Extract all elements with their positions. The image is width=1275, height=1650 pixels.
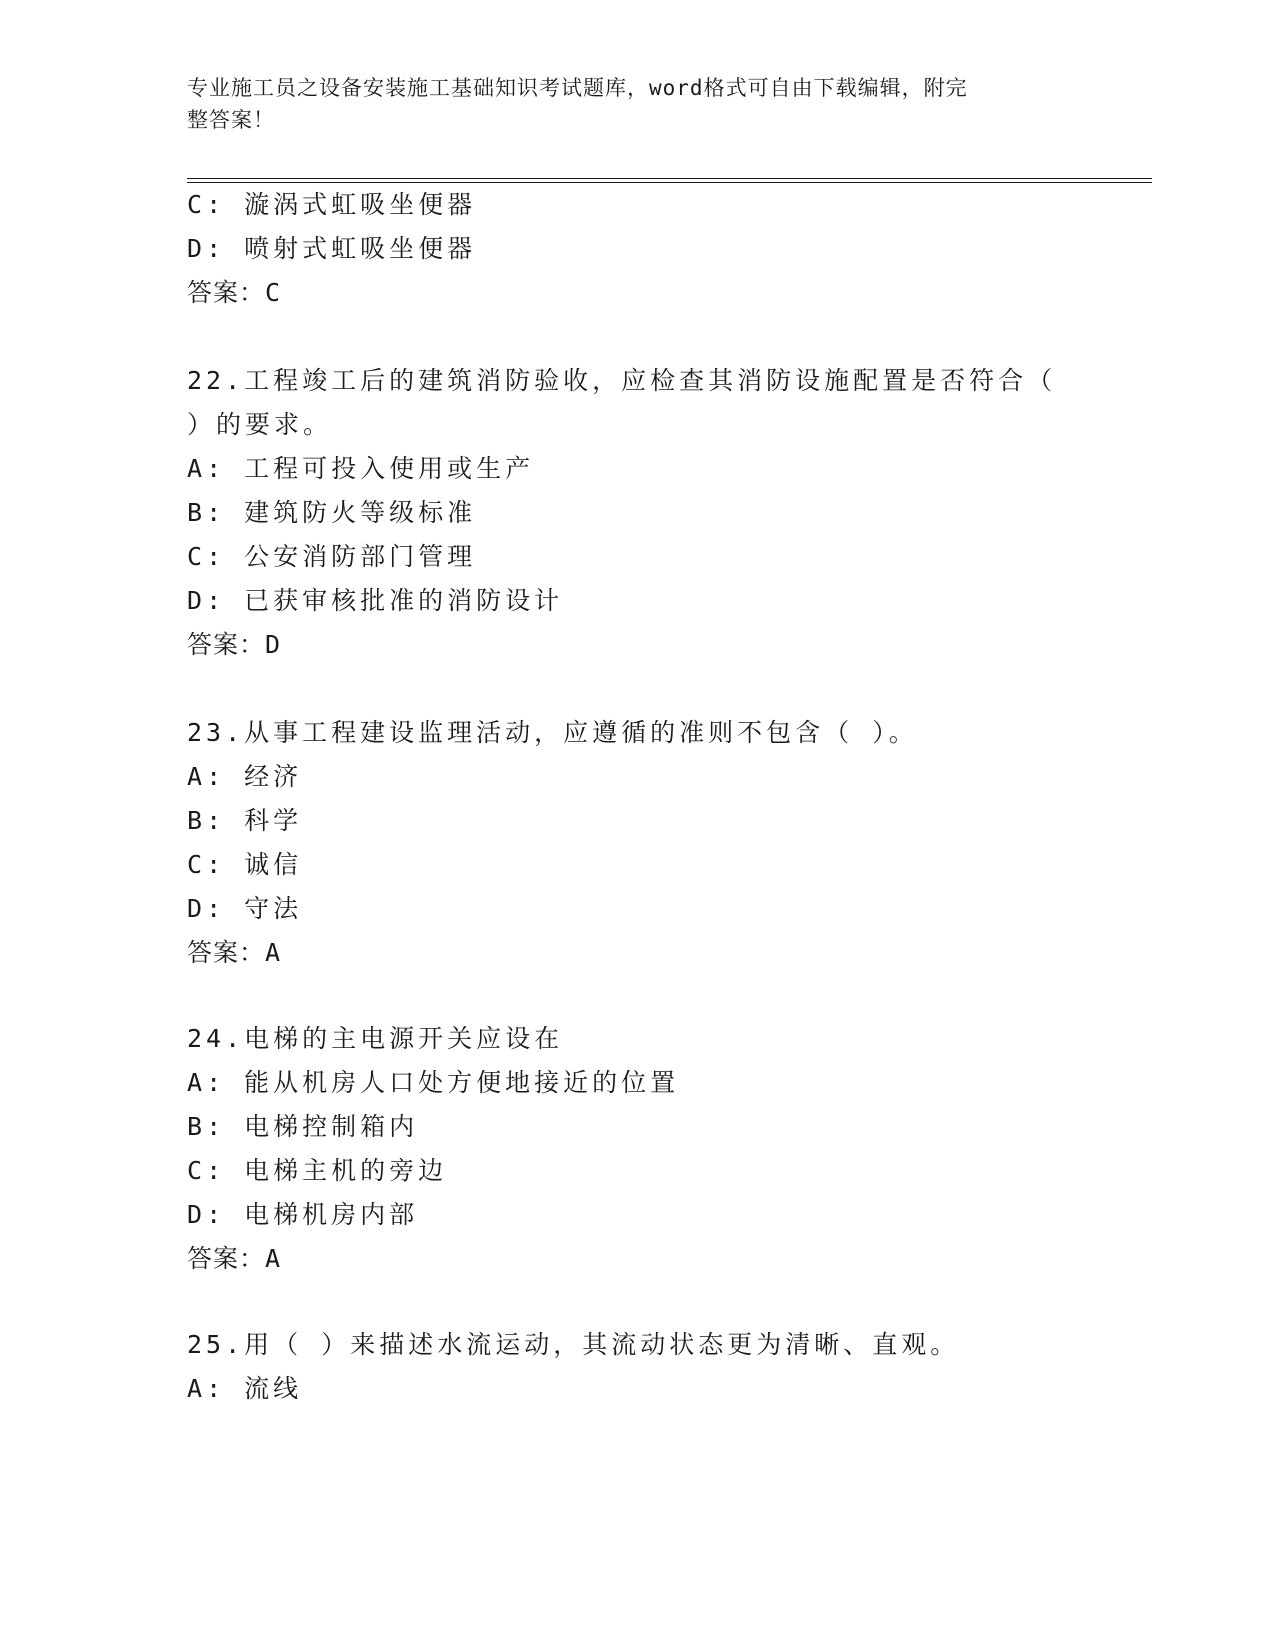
question-22-stem: 22.工程竣工后的建筑消防验收，应检查其消防设施配置是否符合（ (187, 366, 1057, 395)
option-c: C: 漩涡式虹吸坐便器 (187, 190, 477, 219)
option-d: D: 守法 (187, 894, 303, 923)
header-line-1: 专业施工员之设备安装施工基础知识考试题库，word格式可自由下载编辑，附完 (187, 76, 968, 100)
answer-line: 答案：A (187, 1244, 282, 1273)
document-header (187, 72, 1067, 136)
option-b: B: 科学 (187, 806, 303, 835)
option-a: A: 流线 (187, 1374, 303, 1403)
header-line-2: 整答案！ (187, 108, 275, 132)
option-a: A: 能从机房人口处方便地接近的位置 (187, 1068, 680, 1097)
option-d: D: 电梯机房内部 (187, 1200, 419, 1229)
answer-line: 答案：C (187, 278, 282, 307)
option-b: B: 建筑防火等级标准 (187, 498, 477, 527)
option-d: D: 已获审核批准的消防设计 (187, 586, 564, 615)
question-24-stem: 24.电梯的主电源开关应设在 (187, 1024, 564, 1053)
option-c: C: 电梯主机的旁边 (187, 1156, 448, 1185)
answer-line: 答案：D (187, 630, 282, 659)
option-b: B: 电梯控制箱内 (187, 1112, 419, 1141)
header-divider (187, 178, 1152, 183)
option-a: A: 经济 (187, 762, 303, 791)
question-23-stem: 23.从事工程建设监理活动，应遵循的准则不包含（ ）。 (187, 718, 918, 747)
question-25-stem: 25.用（ ）来描述水流运动，其流动状态更为清晰、直观。 (187, 1330, 960, 1359)
option-d: D: 喷射式虹吸坐便器 (187, 234, 477, 263)
question-22-stem-cont: ）的要求。 (187, 410, 333, 439)
option-a: A: 工程可投入使用或生产 (187, 454, 535, 483)
option-c: C: 诚信 (187, 850, 303, 879)
answer-line: 答案：A (187, 938, 282, 967)
option-c: C: 公安消防部门管理 (187, 542, 477, 571)
